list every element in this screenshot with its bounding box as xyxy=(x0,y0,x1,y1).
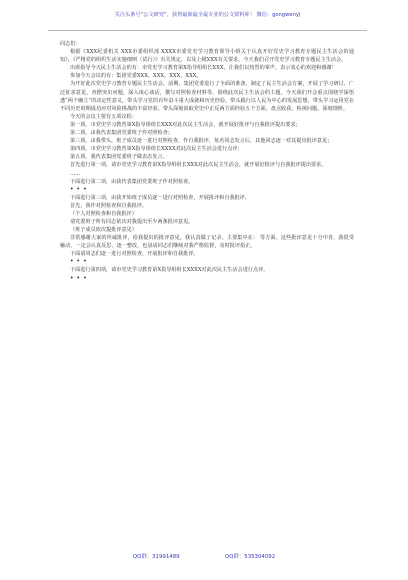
paragraph: 非常感谢大家的坦诚批评，给我提出的批评意见，我认真做了记录。主要集中在： 等方面。这些批评意见十分中肯，我很受触动，一定会认真反思、逐一整改，也恳请同志们继续对我严格监督，及时批评指正。 xyxy=(60,235,354,250)
paragraph: 下面进行第三项，由我开始班子成员逐一进行对照检查，开展批评和自我批评。 xyxy=(70,194,251,201)
separator-dots: ••• xyxy=(70,258,90,266)
footer-qq-group-1: QQ群：31991489 xyxy=(132,554,180,560)
agenda-item: 第一项，市党史学习教育第X指导组组长XXX对此次民主生活会，就开展好批评与自我批评提出要求； xyxy=(70,121,301,128)
paragraph: 请党委班子所有同志依次对我提出至少两条批评意见。 xyxy=(70,218,194,225)
agenda-item: 第二项，由我代表集团党委班子作对照检查； xyxy=(70,130,173,137)
agenda-item: 第四项，市党史学习教育第X指导组组长XXXX对此次民主生活会进行点评； xyxy=(70,146,243,153)
paragraph: 参加今天会议的有：集团党委XXX、XXX、XXX、XXX。 xyxy=(70,73,202,80)
footer-qq-group-2: QQ群：535304092 xyxy=(225,554,276,560)
paragraph: 首先，我作对照检查和自我批评。 xyxy=(70,202,148,209)
paragraph: 下面进行第二项，由我代表集团党委班子作对照检查。 xyxy=(70,178,194,185)
salutation: 同志们： xyxy=(60,41,81,47)
separator-dots: ••• xyxy=(70,274,90,282)
separator-dots: ••• xyxy=(70,185,90,193)
paragraph: 下面进行第四项，请市党史学习教育第X指导组组长XXXX对此次民主生活会进行点评。 xyxy=(70,267,269,274)
agenda-item: 第三项，由我带头，班子成员逐一进行对照检查，作自我批评，每名同志发言后，其他同志逐一对其提出批评意见； xyxy=(70,138,333,145)
paragraph: 下面请同志们逐一进行对照检查，开展批评和自我批评。 xyxy=(70,251,199,258)
paragraph: 首先进行第一项，请市党史学习教育第X指导组组长XXX对此次民主生活会，就开展好批评与自我批评提出要求。 xyxy=(70,162,327,169)
paragraph: （班子成员依次提批评意见） xyxy=(70,227,137,234)
header-promo-text: 关注头条号“公文研究”，获得最新最全最专业的公文资料库！ 微信：gongwenyj xyxy=(114,12,301,18)
paragraph: （个人对照检查和自我批评） xyxy=(70,210,137,217)
paragraph: 今天的会议主要有五项议程： xyxy=(70,113,137,120)
header-banner xyxy=(48,9,367,31)
paragraph: 出席指导今天民主生活会的有：市党史学习教育第X指导组组长XXX，让我们以热烈的掌声，表示衷心的欢迎和感谢！ xyxy=(70,65,337,72)
paragraph: 为开好此次党史学习教育专题民主生活会，前期，集团党委进行了全面的准备，制定了民主生活会方案，开展了学习研讨、广泛征求意见，查摆突出问题，深入谈心谈话，撰写对照检查材料等。围绕此次民主生活会的主题，今天我们开会重点围绕学深悟透“两个确立”的决定性意义，带头学习党的百年奋斗重大成就和历史经验，带头践行以人民为中心的发展思想，带头学习运用党在不同历史时期成功应对风险挑战的丰富经验、带头深刻汲取党史中正反两方面经验五个方面，盘点收获、检视问题、深刻剖析。 xyxy=(60,81,354,112)
paragraph: 根据《XXX纪委机关 XXX市委组织部 XXXX市委党史学习教育领导小组关于认真开好党史学习教育专题民主生活会的通知》、《严格党的组织生活实施细则（试行）》有关规定，以及上级XXX有关要求，今天我们召开党史学习教育专题民主生活会。 xyxy=(60,49,354,64)
document-body xyxy=(60,40,354,283)
ellipsis: …… xyxy=(70,170,81,177)
agenda-item: 第五项，我代表集团党委班子做表态发言。 xyxy=(70,154,168,161)
footer xyxy=(0,552,408,562)
